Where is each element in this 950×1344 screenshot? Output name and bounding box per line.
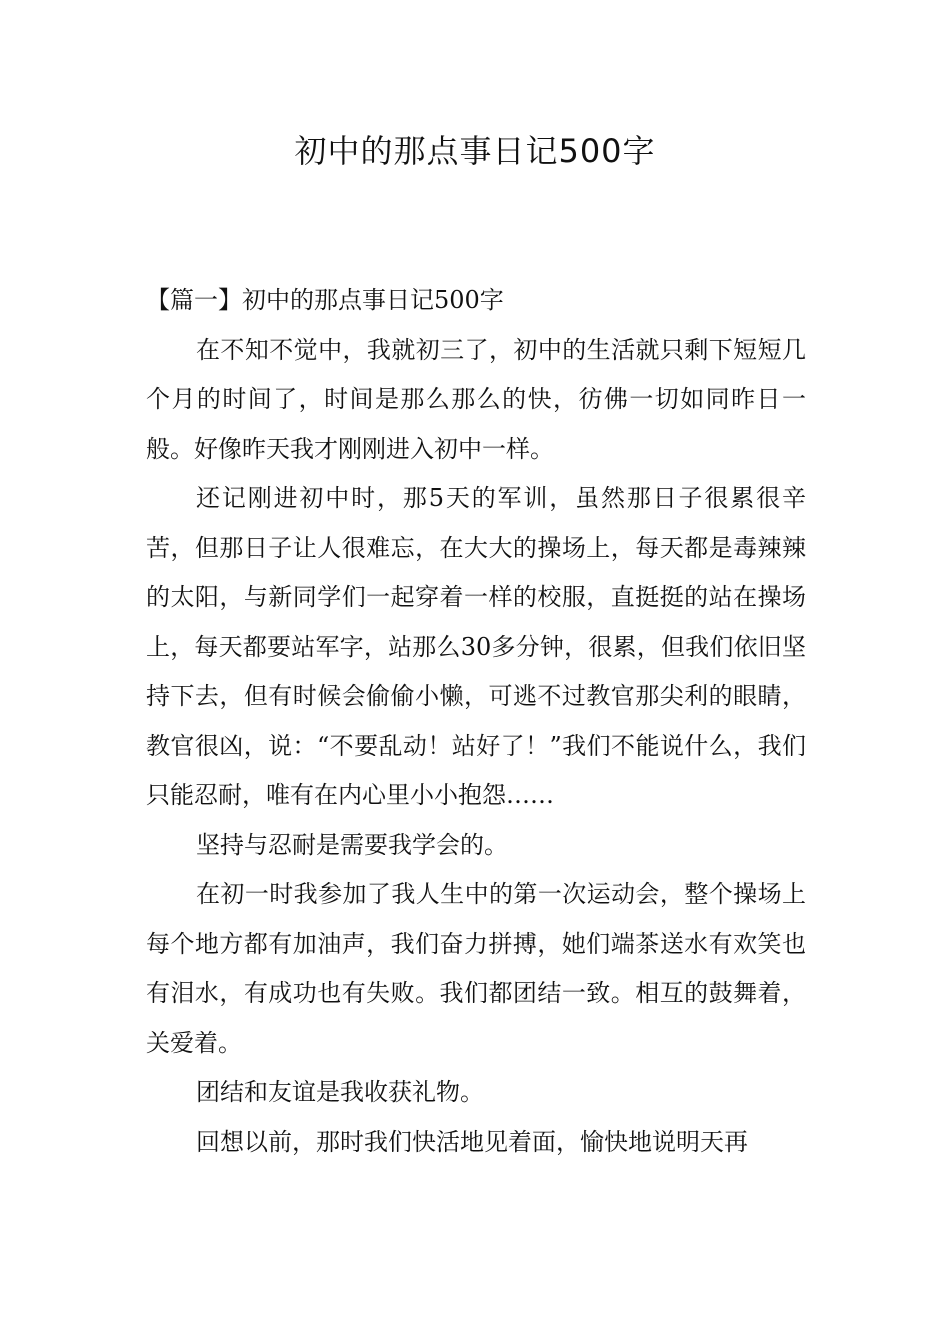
paragraph-4: 在初一时我参加了我人生中的第一次运动会，整个操场上每个地方都有加油声，我们奋力拼搏，她们端茶送水有欢笑也有泪水，有成功也有失败。我们都团结一致。相互的鼓舞着，关爱着。 <box>146 880 806 1057</box>
paragraph-6: 回想以前，那时我们快活地见着面，愉快地说明天再 <box>196 1127 748 1156</box>
section-heading: 【篇一】初中的那点事日记500字 <box>146 286 504 314</box>
paragraph-3: 坚持与忍耐是需要我学会的。 <box>196 830 508 859</box>
document-body <box>146 276 806 1167</box>
paragraph-5: 团结和友谊是我收获礼物。 <box>196 1078 484 1106</box>
document-title: 初中的那点事日记500字 <box>294 132 656 170</box>
paragraph-2: 还记刚进初中时，那5天的军训，虽然那日子很累很辛苦，但那日子让人很难忘，在大大的操场上，每天都是毒辣辣的太阳，与新同学们一起穿着一样的校服，直挺挺的站在操场上，每天都要站军字，站那么30多分钟，很累，但我们依旧坚持下去，但有时候会偷偷小懒，可逃不过教官那尖利的眼睛，教官很凶，说：“不要乱动！站好了！”我们不能说什么，我们只能忍耐，唯有在内心里小小抱怨…… <box>146 484 806 809</box>
paragraph-1: 在不知不觉中，我就初三了，初中的生活就只剩下短短几个月的时间了，时间是那么那么的快，彷佛一切如同昨日一般。好像昨天我才刚刚进入初中一样。 <box>146 335 806 463</box>
